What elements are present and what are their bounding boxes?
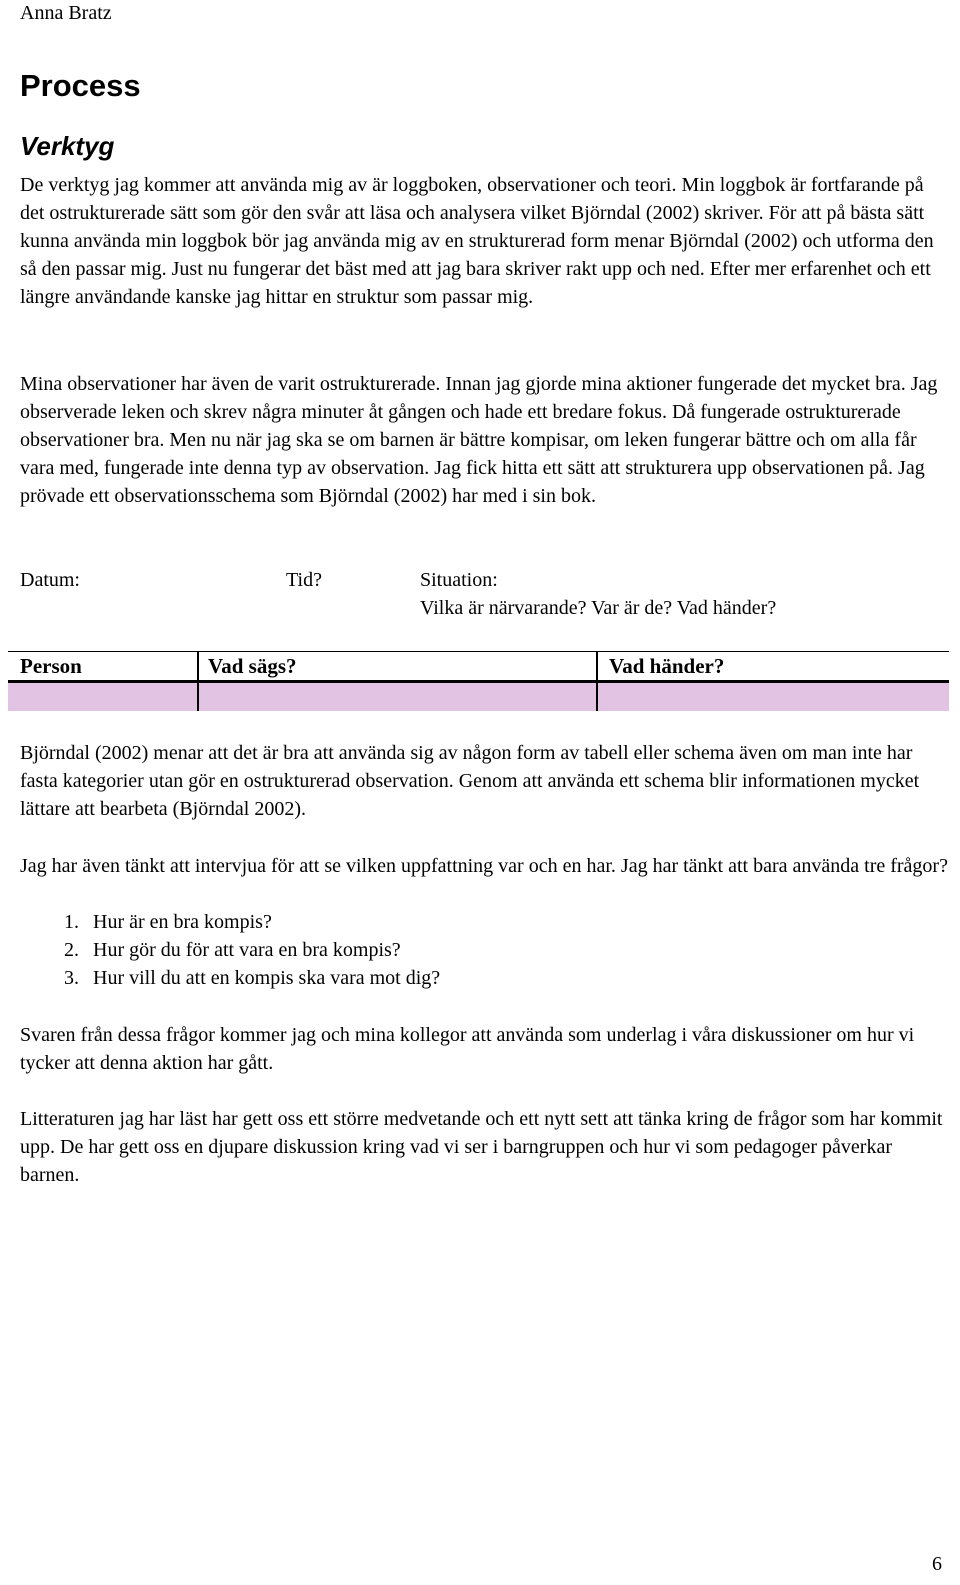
form-label-situation-questions: Vilka är närvarande? Var är de? Vad händer? (420, 597, 777, 619)
paragraph-schema: Björndal (2002) menar att det är bra att använda sig av någon form av tabell eller schema även om man inte har fasta kategorier utan gör en ostrukturerad observation. Genom att använda ett schema blir informationen mycket lättare att bearbeta (Björndal 2002). (20, 742, 920, 820)
list-item-number: 3. (64, 967, 79, 989)
table-header-vad-hander: Vad händer? (609, 654, 725, 678)
observation-table (8, 651, 949, 712)
table-row (8, 683, 949, 711)
paragraph-intervju: Jag har även tänkt att intervjua för att se vilken uppfattning var och en har. Jag har tänkt att bara använda tre frågor? (20, 855, 948, 877)
form-label-situation: Situation: (420, 569, 498, 591)
subsection-heading: Verktyg (20, 131, 115, 161)
list-item (20, 908, 440, 936)
question-list (20, 908, 440, 992)
table-column-divider (197, 651, 199, 711)
table-header-person: Person (20, 654, 82, 678)
list-item-number: 2. (64, 939, 79, 961)
list-item-text: Hur gör du för att vara en bra kompis? (93, 939, 401, 961)
list-item (20, 936, 440, 964)
page-number: 6 (932, 1553, 942, 1575)
paragraph-svaren: Svaren från dessa frågor kommer jag och mina kollegor att använda som underlag i våra diskussioner om hur vi tycker att denna aktion har gått. (20, 1024, 915, 1074)
list-item-text: Hur är en bra kompis? (93, 911, 272, 933)
list-item-text: Hur vill du att en kompis ska vara mot dig? (93, 967, 441, 989)
table-top-border (8, 651, 949, 652)
list-item (20, 964, 440, 992)
form-label-datum: Datum: (20, 569, 80, 591)
form-label-tid: Tid? (286, 569, 322, 591)
table-column-divider (596, 651, 598, 711)
paragraph-loggbok: De verktyg jag kommer att använda mig av är loggboken, observationer och teori. Min loggbok är fortfarande på det ostrukturerade sätt som gör den svår att läsa och analysera vilket Björndal (2002) skriver. För att på bästa sätt kunna använda min loggbok bör jag använda mig av en strukturerad form menar Björndal (2002) och utforma den så den passar mig. Just nu fungerar det bäst med att jag bara skriver rakt upp och ned. Efter mer erfarenhet och ett längre användande kanske jag hittar en struktur som passar mig. (20, 174, 934, 308)
list-item-number: 1. (64, 911, 79, 933)
table-header-vad-sags: Vad sägs? (208, 654, 297, 678)
section-heading: Process (20, 68, 141, 103)
paragraph-observationer: Mina observationer har även de varit ostrukturerade. Innan jag gjorde mina aktioner fungerade det mycket bra. Jag observerade leken och skrev några minuter åt gången och hade ett bredare fokus. Då fungerade ostrukturerade observationer bra. Men nu när jag ska se om barnen är bättre kompisar, om leken fungerar bättre och om alla får vara med, fungerade inte denna typ av observation. Jag fick hitta ett sätt att strukturera upp observationen på. Jag prövade ett observationsschema som Björndal (2002) har med i sin bok. (20, 373, 938, 507)
author-name: Anna Bratz (20, 2, 112, 24)
paragraph-litteratur: Litteraturen jag har läst har gett oss ett större medvetande och ett nytt sett att tänka kring de frågor som har kommit upp. De har gett oss en djupare diskussion kring vad vi ser i barngruppen och hur vi som pedagoger påverkar barnen. (20, 1108, 943, 1186)
